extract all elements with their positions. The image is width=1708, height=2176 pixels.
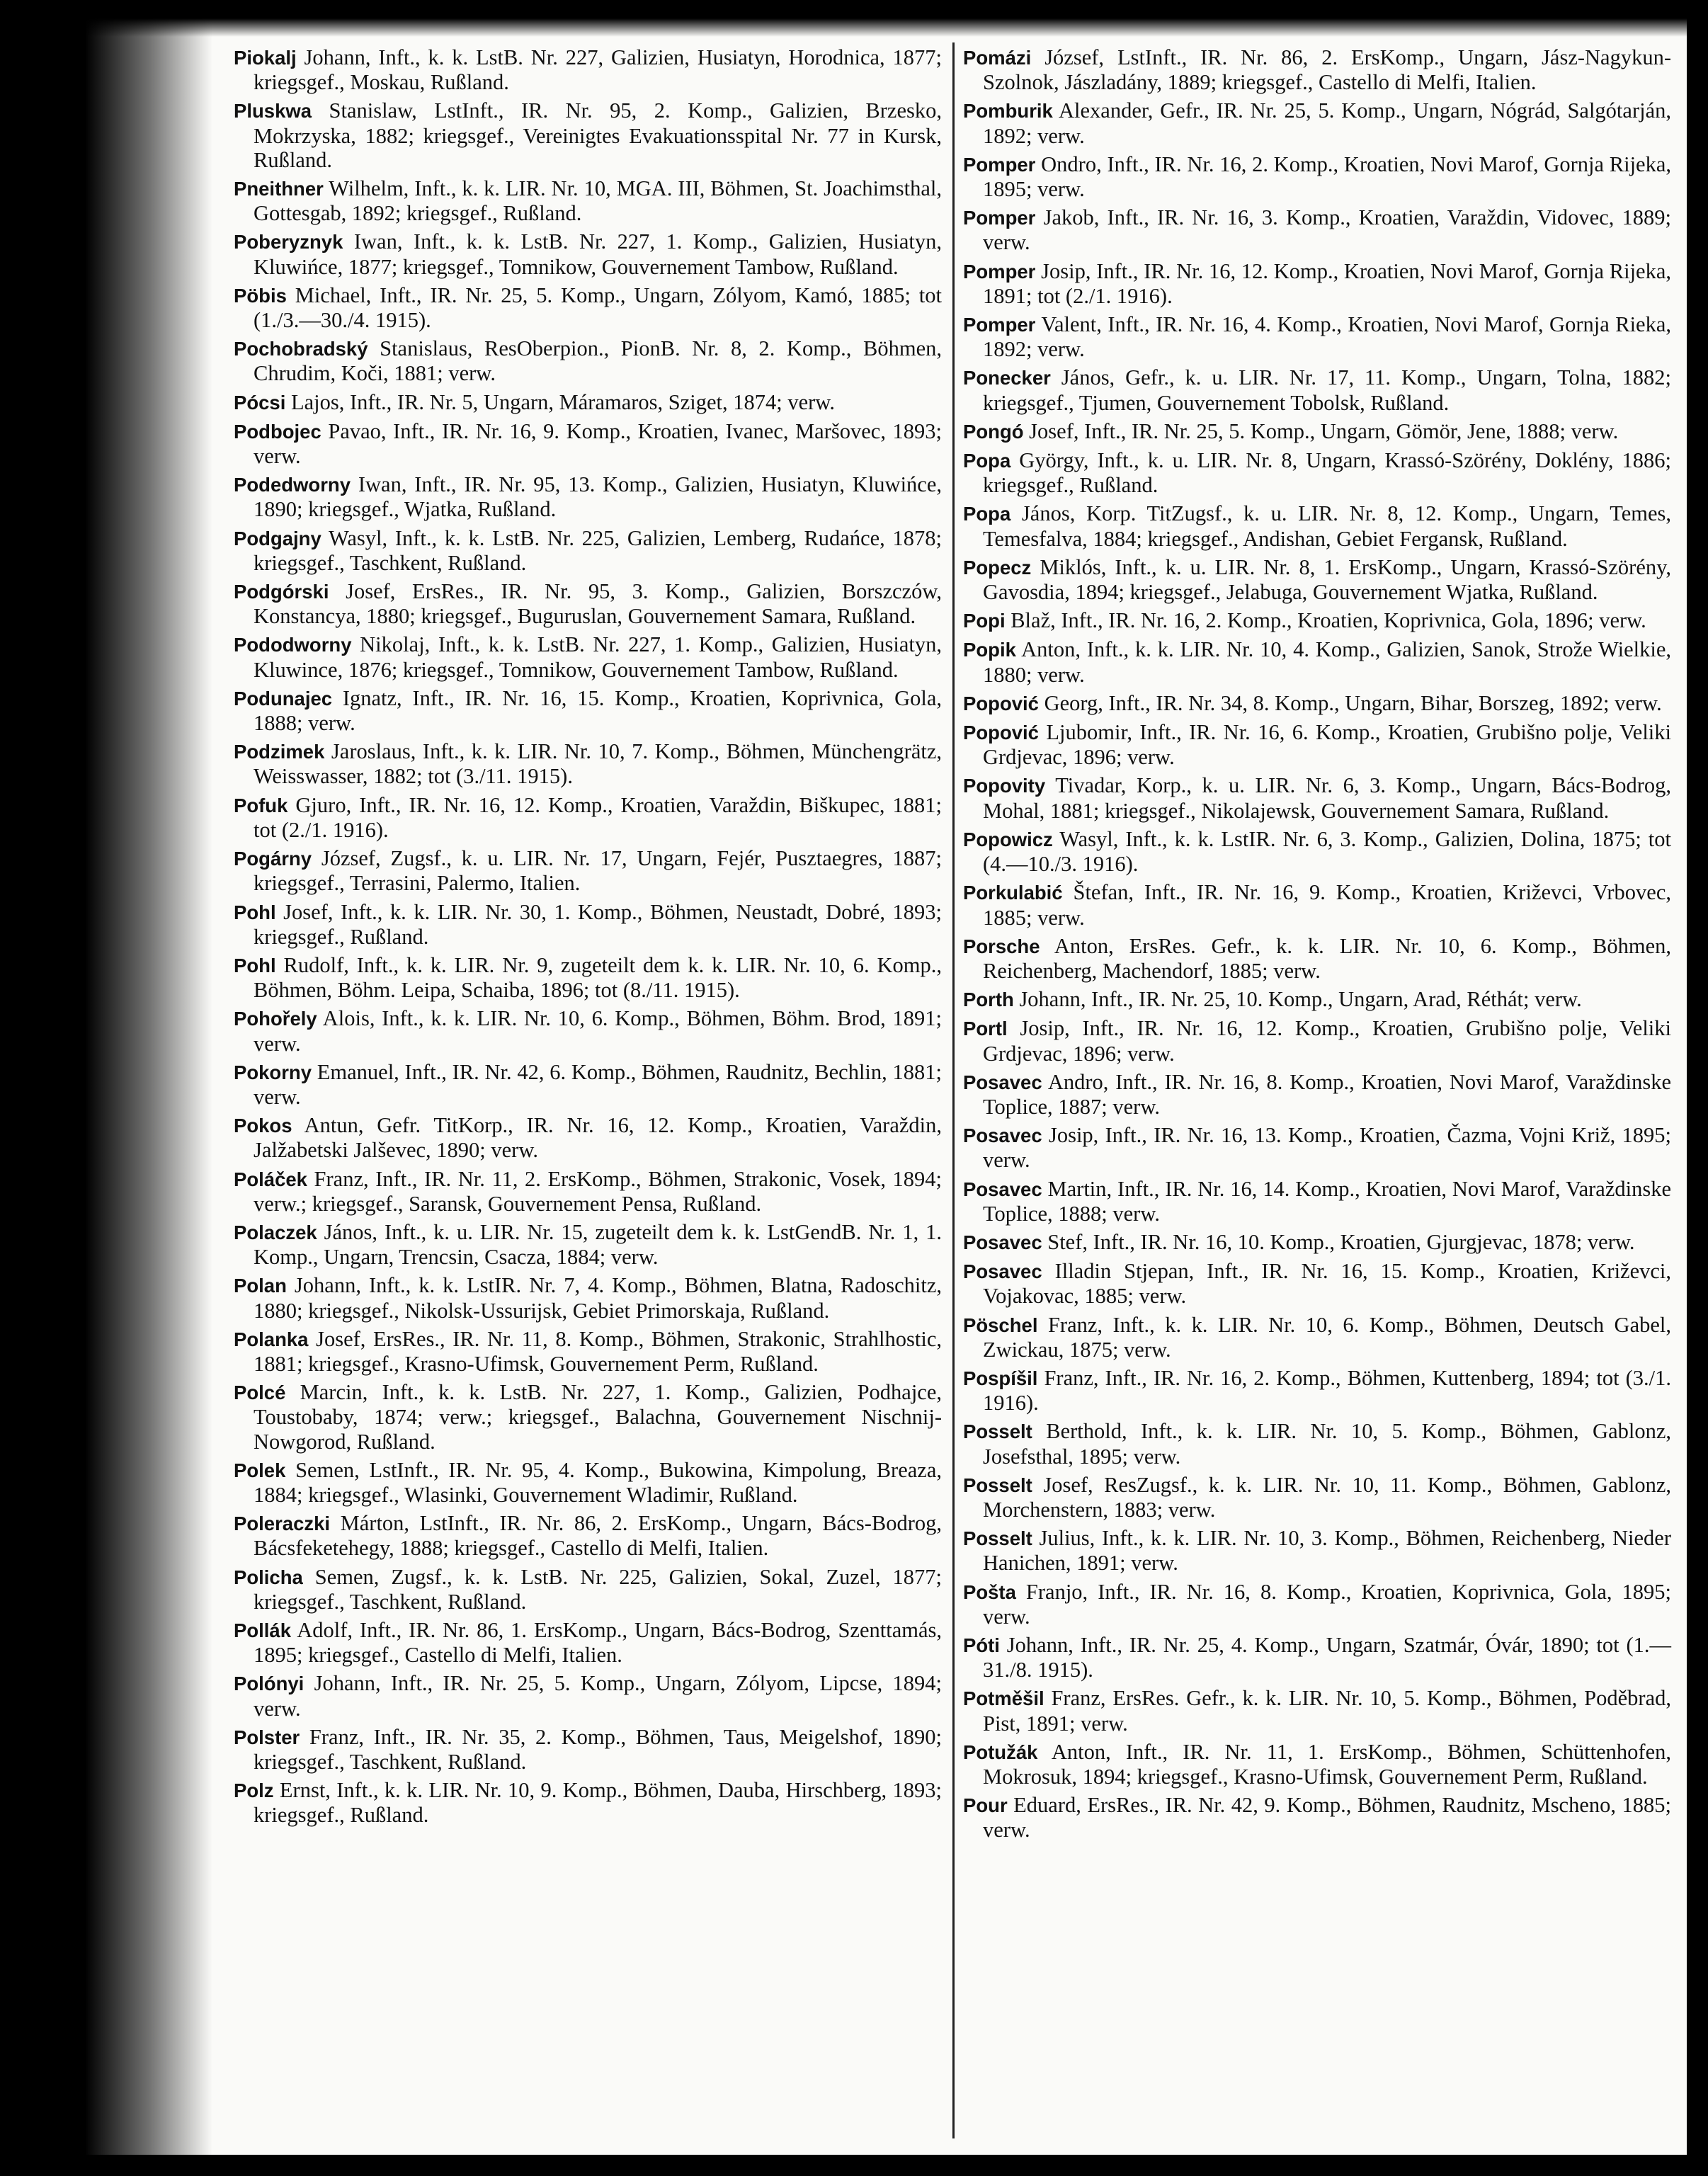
casualty-entry <box>234 472 942 521</box>
entry-details: Franjo, Inft., IR. Nr. 16, 8. Komp., Kroatien, Koprivnica, Gola, 1895; verw. <box>983 1579 1672 1629</box>
entry-surname: Policha <box>234 1566 303 1588</box>
casualty-entry <box>963 1177 1671 1226</box>
entry-surname: Popović <box>963 722 1039 744</box>
entry-details: Antun, Gefr. TitKorp., IR. Nr. 16, 12. Komp., Kroatien, Varaždin, Jalžabetski Jalševec, 1890; verw. <box>254 1113 942 1163</box>
scan-shadow-top <box>0 0 1708 37</box>
entry-surname: Pokorny <box>234 1061 312 1083</box>
entry-surname: Polan <box>234 1275 287 1297</box>
entry-surname: Pohl <box>234 954 276 976</box>
entry-surname: Podgórski <box>234 581 329 603</box>
entry-details: Johann, Inft., IR. Nr. 25, 4. Komp., Ungarn, Szatmár, Óvár, 1890; tot (1.—31./8. 1915). <box>983 1632 1671 1682</box>
casualty-entry <box>963 720 1671 769</box>
entry-surname: Pomper <box>963 260 1036 283</box>
entry-surname: Popovity <box>963 775 1046 797</box>
entry-surname: Polster <box>234 1726 300 1748</box>
entry-details: Johann, Inft., k. k. LstIR. Nr. 7, 4. Komp., Böhmen, Blatna, Radoschitz, 1880; kriegsgef., Nikolsk-Ussurijsk, Gebiet Primorskaja, Rußland. <box>254 1273 943 1323</box>
entry-surname: Poberyznyk <box>234 231 343 254</box>
entry-details: Georg, Inft., IR. Nr. 34, 8. Komp., Ungarn, Bihar, Borszeg, 1892; verw. <box>1044 690 1662 715</box>
casualty-entry <box>234 1220 942 1269</box>
entry-surname: Pokos <box>234 1115 292 1137</box>
casualty-entry <box>963 1123 1671 1172</box>
entry-details: Ondro, Inft., IR. Nr. 16, 2. Komp., Kroatien, Novi Marof, Gornja Rijeka, 1895; verw. <box>983 152 1671 202</box>
entry-surname: Pofuk <box>234 794 288 816</box>
entry-surname: Pomper <box>963 153 1036 176</box>
casualty-entry <box>234 739 942 788</box>
casualty-entry <box>963 1793 1671 1842</box>
column-divider <box>952 42 955 2138</box>
entry-surname: Pochobradský <box>234 338 368 360</box>
casualty-entry <box>963 45 1671 94</box>
entry-details: Ljubomir, Inft., IR. Nr. 16, 6. Komp., Kroatien, Grubišno polje, Veliki Grdjevac, 1896; verw. <box>983 720 1672 770</box>
entry-surname: Popi <box>963 610 1006 632</box>
entry-details: Iwan, Inft., k. k. LstB. Nr. 227, 1. Komp., Galizien, Husiatyn, Kluwińce, 1877; kriegsgef., Tomnikow, Gouvernement Tambow, Rußland. <box>254 229 943 279</box>
casualty-entry <box>963 934 1671 983</box>
entry-details: Illadin Stjepan, Inft., IR. Nr. 16, 15. Komp., Kroatien, Križevci, Vojakovac, 1885; verw. <box>983 1259 1672 1309</box>
entry-details: Alois, Inft., k. k. LIR. Nr. 10, 6. Komp., Böhmen, Böhm. Brod, 1891; verw. <box>254 1006 942 1056</box>
entry-surname: Pöschel <box>963 1314 1038 1336</box>
entry-surname: Popa <box>963 503 1011 525</box>
entry-surname: Posavec <box>963 1231 1042 1253</box>
casualty-entry <box>234 1458 942 1507</box>
entry-surname: Potměšil <box>963 1687 1044 1710</box>
entry-details: Semen, Zugsf., k. k. LstB. Nr. 225, Galizien, Sokal, Zuzel, 1877; kriegsgef., Taschkent, Rußland. <box>254 1564 943 1614</box>
entry-surname: Posselt <box>963 1527 1032 1550</box>
entry-details: Alexander, Gefr., IR. Nr. 25, 5. Komp., Ungarn, Nógrád, Salgótarján, 1892; verw. <box>983 98 1671 148</box>
entry-surname: Pollák <box>234 1619 292 1641</box>
casualty-entry <box>963 691 1671 716</box>
casualty-entry <box>963 419 1671 444</box>
entry-surname: Pomper <box>963 207 1036 229</box>
casualty-entry <box>963 827 1671 876</box>
entry-surname: Podzimek <box>234 741 325 763</box>
entry-surname: Polek <box>234 1459 286 1481</box>
casualty-entry <box>963 1473 1671 1522</box>
entry-surname: Ponecker <box>963 367 1051 389</box>
entry-surname: Pomburik <box>963 100 1053 123</box>
casualty-entry <box>234 1380 942 1454</box>
casualty-entry <box>963 1419 1671 1468</box>
casualty-entry <box>963 637 1671 686</box>
casualty-entry <box>963 501 1671 550</box>
casualty-entry <box>234 953 942 1002</box>
casualty-entry <box>963 448 1671 497</box>
casualty-entry <box>963 773 1671 822</box>
scan-border-bottom <box>0 2155 1708 2176</box>
casualty-entry <box>963 608 1671 633</box>
entry-surname: Popik <box>963 639 1016 661</box>
entry-details: Gjuro, Inft., IR. Nr. 16, 12. Komp., Kroatien, Varaždin, Biškupec, 1881; tot (2./1. 1916). <box>254 792 942 842</box>
casualty-entry <box>963 1366 1671 1415</box>
scan-border-right <box>1687 0 1708 2176</box>
entry-details: Michael, Inft., IR. Nr. 25, 5. Komp., Ungarn, Zólyom, Kamó, 1885; tot (1./3.—30./4. 1915). <box>254 283 942 333</box>
entry-surname: Posavec <box>963 1124 1042 1147</box>
casualty-entry <box>963 1070 1671 1119</box>
casualty-entry <box>963 1313 1671 1362</box>
entry-details: Andro, Inft., IR. Nr. 16, 8. Komp., Kroatien, Novi Marof, Varaždinske Toplice, 1887; verw. <box>983 1069 1672 1119</box>
entry-surname: Potužák <box>963 1741 1038 1763</box>
casualty-entry <box>234 1273 942 1322</box>
entry-surname: Podedworny <box>234 474 351 496</box>
entry-surname: Posselt <box>963 1420 1032 1443</box>
casualty-entry <box>234 229 942 278</box>
entry-details: Franz, Inft., IR. Nr. 11, 2. ErsKomp., Böhmen, Strakonic, Vosek, 1894; verw.; kriegsgef., Saransk, Gouvernement Pensa, Rußland. <box>254 1166 942 1216</box>
entry-surname: Pomázi <box>963 47 1032 69</box>
casualty-entry <box>963 312 1671 361</box>
entry-surname: Pohl <box>234 901 276 923</box>
entry-details: Wilhelm, Inft., k. k. LIR. Nr. 10, MGA. III, Böhmen, St. Joachimsthal, Gottesgab, 1892; kriegsgef., Rußland. <box>254 176 942 226</box>
entry-surname: Podunajec <box>234 687 333 710</box>
entry-details: Franz, Inft., IR. Nr. 35, 2. Komp., Böhmen, Taus, Meigelshof, 1890; kriegsgef., Taschkent, Rußland. <box>254 1724 943 1774</box>
entry-details: János, Gefr., k. u. LIR. Nr. 17, 11. Komp., Ungarn, Tolna, 1882; kriegsgef., Tjumen, Gouvernement Tobolsk, Rußland. <box>983 365 1672 415</box>
casualty-entry <box>963 1580 1671 1629</box>
entry-details: Anton, ErsRes. Gefr., k. k. LIR. Nr. 10, 6. Komp., Böhmen, Reichenberg, Machendorf, 1885; verw. <box>983 933 1671 983</box>
entry-surname: Posavec <box>963 1178 1042 1200</box>
entry-details: Ignatz, Inft., IR. Nr. 16, 15. Komp., Kroatien, Koprivnica, Gola, 1888; verw. <box>254 685 942 736</box>
entry-surname: Posavec <box>963 1071 1042 1093</box>
casualty-entry <box>234 846 942 895</box>
left-column <box>234 45 942 1832</box>
casualty-entry <box>963 555 1671 604</box>
entry-details: Iwan, Inft., IR. Nr. 95, 13. Komp., Galizien, Husiatyn, Kluwińce, 1890; kriegsgef., Wjatka, Rußland. <box>254 472 942 522</box>
casualty-entry <box>963 98 1671 147</box>
entry-details: József, LstInft., IR. Nr. 86, 2. ErsKomp., Ungarn, Jász-Nagykun-Szolnok, Jászladány, 1889; kriegsgef., Castello di Melfi, Italien. <box>983 45 1671 95</box>
casualty-entry <box>234 176 942 225</box>
casualty-entry <box>963 1740 1671 1789</box>
entry-surname: Pócsi <box>234 391 286 414</box>
casualty-entry <box>234 1778 942 1827</box>
casualty-entry <box>234 526 942 575</box>
entry-surname: Porth <box>963 989 1014 1011</box>
casualty-entry <box>234 1511 942 1560</box>
entry-details: János, Inft., k. u. LIR. Nr. 15, zugeteilt dem k. k. LstGendB. Nr. 1, 1. Komp., Ungarn, Trencsin, Csacza, 1884; verw. <box>254 1219 943 1270</box>
entry-details: György, Inft., k. u. LIR. Nr. 8, Ungarn, Krassó-Szörény, Doklény, 1886; kriegsgef., Rußland. <box>983 448 1671 498</box>
entry-surname: Pomper <box>963 314 1036 336</box>
casualty-entry <box>234 1006 942 1055</box>
casualty-entry <box>963 205 1671 254</box>
entry-surname: Portl <box>963 1018 1008 1040</box>
entry-details: Josip, Inft., IR. Nr. 16, 13. Komp., Kroatien, Čazma, Vojni Križ, 1895; verw. <box>983 1123 1672 1173</box>
entry-surname: Polanka <box>234 1328 309 1350</box>
entry-details: Wasyl, Inft., k. k. LstB. Nr. 225, Galizien, Lemberg, Rudańce, 1878; kriegsgef., Taschkent, Rußland. <box>254 525 943 575</box>
entry-details: Julius, Inft., k. k. LIR. Nr. 10, 3. Komp., Böhmen, Reichenberg, Nieder Hanichen, 1891; verw. <box>983 1526 1672 1576</box>
entry-surname: Podgajny <box>234 527 321 549</box>
entry-details: Rudolf, Inft., k. k. LIR. Nr. 9, zugeteilt dem k. k. LIR. Nr. 10, 6. Komp., Böhmen, Böhm. Leipa, Schaiba, 1896; tot (8./11. 1915). <box>254 952 943 1003</box>
casualty-entry <box>963 365 1671 414</box>
entry-details: Johann, Inft., IR. Nr. 25, 10. Komp., Ungarn, Arad, Réthát; verw. <box>1019 987 1582 1012</box>
entry-details: Johann, Inft., k. k. LstB. Nr. 227, Galizien, Husiatyn, Horodnica, 1877; kriegsgef., Moskau, Rußland. <box>254 45 942 95</box>
entry-details: Eduard, ErsRes., IR. Nr. 42, 9. Komp., Böhmen, Raudnitz, Mscheno, 1885; verw. <box>983 1793 1671 1842</box>
entry-details: Johann, Inft., IR. Nr. 25, 5. Komp., Ungarn, Zólyom, Lipcse, 1894; verw. <box>254 1671 942 1721</box>
entry-surname: Pneithner <box>234 178 324 200</box>
casualty-entry <box>963 1016 1671 1065</box>
entry-details: Franz, Inft., IR. Nr. 16, 2. Komp., Böhmen, Kuttenberg, 1894; tot (3./1. 1916). <box>983 1365 1672 1415</box>
casualty-entry <box>234 419 942 468</box>
entry-details: Emanuel, Inft., IR. Nr. 42, 6. Komp., Böhmen, Raudnitz, Bechlin, 1881; verw. <box>254 1059 942 1109</box>
casualty-entry <box>234 283 942 332</box>
entry-details: Lajos, Inft., IR. Nr. 5, Ungarn, Máramaros, Sziget, 1874; verw. <box>291 389 835 414</box>
casualty-entry <box>234 1671 942 1720</box>
entry-details: Franz, ErsRes. Gefr., k. k. LIR. Nr. 10, 5. Komp., Böhmen, Poděbrad, Pist, 1891; verw. <box>983 1686 1671 1736</box>
entry-details: Semen, LstInft., IR. Nr. 95, 4. Komp., Bukowina, Kimpolung, Breaza, 1884; kriegsgef., Wlasinki, Gouvernement Wladimir, Rußland. <box>254 1457 942 1507</box>
casualty-entry <box>963 152 1671 201</box>
entry-surname: Póti <box>963 1634 1000 1656</box>
casualty-entry <box>963 1259 1671 1308</box>
entry-surname: Podbojec <box>234 420 321 443</box>
casualty-entry <box>234 98 942 172</box>
casualty-entry <box>234 900 942 949</box>
entry-details: János, Korp. TitZugsf., k. u. LIR. Nr. 8, 12. Komp., Ungarn, Temes, Temesfalva, 1884; kriegsgef., Andishan, Gebiet Fergansk, Rußland. <box>983 501 1671 551</box>
casualty-entry <box>963 1633 1671 1682</box>
entry-surname: Popecz <box>963 556 1032 579</box>
entry-surname: Posavec <box>963 1260 1042 1283</box>
entry-surname: Popović <box>963 692 1039 714</box>
entry-surname: Popa <box>963 450 1011 472</box>
entry-details: Josef, ErsRes., IR. Nr. 95, 3. Komp., Galizien, Borszczów, Konstancya, 1880; kriegsgef., Buguruslan, Gouvernement Samara, Rußland. <box>254 579 942 629</box>
entry-details: Martin, Inft., IR. Nr. 16, 14. Komp., Kroatien, Novi Marof, Varaždinske Toplice, 1888; verw. <box>983 1176 1672 1226</box>
entry-surname: Pongó <box>963 420 1024 443</box>
entry-details: Anton, Inft., IR. Nr. 11, 1. ErsKomp., Böhmen, Schüttenhofen, Mokrosuk, 1894; kriegsgef., Krasno-Ufimsk, Gouvernement Perm, Rußland. <box>983 1739 1671 1789</box>
casualty-entry <box>234 1565 942 1614</box>
casualty-entry <box>234 579 942 628</box>
casualty-entry <box>234 1618 942 1667</box>
entry-surname: Polz <box>234 1779 274 1802</box>
entry-surname: Polónyi <box>234 1673 304 1695</box>
entry-details: Josip, Inft., IR. Nr. 16, 12. Komp., Kroatien, Grubišno polje, Veliki Grdjevac, 1896; verw. <box>983 1016 1672 1066</box>
entry-details: Pavao, Inft., IR. Nr. 16, 9. Komp., Kroatien, Ivanec, Maršovec, 1893; verw. <box>254 418 943 469</box>
casualty-entry <box>234 390 942 415</box>
casualty-entry <box>234 793 942 842</box>
casualty-entry <box>234 686 942 735</box>
casualty-entry <box>963 880 1671 929</box>
entry-details: Nikolaj, Inft., k. k. LstB. Nr. 227, 1. Komp., Galizien, Husiatyn, Kluwince, 1876; kriegsgef., Tomnikow, Gouvernement Tambow, Rußland. <box>254 632 943 682</box>
entry-surname: Polcé <box>234 1382 286 1404</box>
entry-details: Franz, Inft., k. k. LIR. Nr. 10, 6. Komp., Böhmen, Deutsch Gabel, Zwickau, 1875; verw. <box>983 1312 1671 1362</box>
casualty-entry <box>234 336 942 385</box>
entry-surname: Pododworny <box>234 634 352 656</box>
entry-surname: Porkulabić <box>963 882 1063 904</box>
casualty-entry <box>963 987 1671 1012</box>
entry-surname: Poláček <box>234 1168 307 1190</box>
entry-details: Valent, Inft., IR. Nr. 16, 4. Komp., Kroatien, Novi Marof, Gornja Rieka, 1892; verw. <box>983 312 1672 362</box>
entry-details: Josip, Inft., IR. Nr. 16, 12. Komp., Kroatien, Novi Marof, Gornja Rijeka, 1891; tot (2./1. 1916). <box>983 258 1671 308</box>
entry-details: Josef, Inft., k. k. LIR. Nr. 30, 1. Komp., Böhmen, Neustadt, Dobré, 1893; kriegsgef., Rußland. <box>254 899 943 949</box>
entry-surname: Porsche <box>963 935 1040 957</box>
casualty-entry <box>234 1167 942 1216</box>
casualty-entry <box>963 259 1671 308</box>
right-column <box>963 45 1671 1847</box>
casualty-entry <box>963 1686 1671 1735</box>
entry-surname: Posselt <box>963 1474 1032 1496</box>
casualty-entry <box>963 1230 1671 1255</box>
casualty-entry <box>963 1526 1671 1575</box>
entry-details: Ernst, Inft., k. k. LIR. Nr. 10, 9. Komp., Böhmen, Dauba, Hirschberg, 1893; kriegsgef., Rußland. <box>254 1778 943 1828</box>
entry-surname: Pour <box>963 1794 1008 1817</box>
entry-details: Stanislaw, LstInft., IR. Nr. 95, 2. Komp., Galizien, Brzesko, Mokrzyska, 1882; kriegsgef., Vereinigtes Evakuationsspital Nr. 77 in Kursk, Rußland. <box>254 98 943 172</box>
casualty-entry <box>234 1113 942 1162</box>
entry-details: Stanislaus, ResOberpion., PionB. Nr. 8, 2. Komp., Böhmen, Chrudim, Koči, 1881; verw. <box>254 336 943 386</box>
entry-details: Jaroslaus, Inft., k. k. LIR. Nr. 10, 7. Komp., Böhmen, Münchengrätz, Weisswasser, 1882; tot (3./11. 1915). <box>254 739 942 789</box>
entry-details: Josef, Inft., IR. Nr. 25, 5. Komp., Ungarn, Gömör, Jene, 1888; verw. <box>1029 418 1619 443</box>
entry-details: Berthold, Inft., k. k. LIR. Nr. 10, 5. Komp., Böhmen, Gablonz, Josefsthal, 1895; verw. <box>983 1419 1671 1469</box>
entry-surname: Poleraczki <box>234 1513 331 1535</box>
entry-surname: Polaczek <box>234 1221 317 1243</box>
entry-details: Márton, LstInft., IR. Nr. 86, 2. ErsKomp., Ungarn, Bács-Bodrog, Bácsfeketehegy, 1888; kriegsgef., Castello di Melfi, Italien. <box>254 1511 942 1561</box>
entry-surname: Pöbis <box>234 284 287 307</box>
entry-details: Josef, ResZugsf., k. k. LIR. Nr. 10, 11. Komp., Böhmen, Gablonz, Morchenstern, 1883; verw. <box>983 1472 1672 1522</box>
entry-details: József, Zugsf., k. u. LIR. Nr. 17, Ungarn, Fejér, Pusztaegres, 1887; kriegsgef., Terrasini, Palermo, Italien. <box>254 846 942 896</box>
entry-details: Wasyl, Inft., k. k. LstIR. Nr. 6, 3. Komp., Galizien, Dolina, 1875; tot (4.—10./3. 1916). <box>983 826 1672 877</box>
casualty-entry <box>234 45 942 94</box>
entry-surname: Pogárny <box>234 848 312 870</box>
entry-details: Anton, Inft., k. k. LIR. Nr. 10, 4. Komp., Galizien, Sanok, Strože Wielkie, 1880; verw. <box>983 637 1671 687</box>
casualty-entry <box>234 1327 942 1376</box>
entry-details: Štefan, Inft., IR. Nr. 16, 9. Komp., Kroatien, Križevci, Vrbovec, 1885; verw. <box>983 880 1672 930</box>
casualty-entry <box>234 1725 942 1774</box>
entry-surname: Piokalj <box>234 47 297 69</box>
casualty-entry <box>234 1060 942 1109</box>
entry-details: Blaž, Inft., IR. Nr. 16, 2. Komp., Kroatien, Koprivnica, Gola, 1896; verw. <box>1010 608 1646 633</box>
entry-details: Adolf, Inft., IR. Nr. 86, 1. ErsKomp., Ungarn, Bács-Bodrog, Szenttamás, 1895; kriegsgef., Castello di Melfi, Italien. <box>254 1617 942 1668</box>
entry-surname: Pošta <box>963 1580 1016 1603</box>
scan-shadow-left <box>0 0 212 2176</box>
entry-surname: Pohořely <box>234 1008 317 1030</box>
entry-details: Jakob, Inft., IR. Nr. 16, 3. Komp., Kroatien, Varaždin, Vidovec, 1889; verw. <box>983 205 1672 255</box>
entry-details: Stef, Inft., IR. Nr. 16, 10. Komp., Kroatien, Gjurgjevac, 1878; verw. <box>1047 1229 1635 1254</box>
casualty-entry <box>234 632 942 681</box>
entry-details: Tivadar, Korp., k. u. LIR. Nr. 6, 3. Komp., Ungarn, Bács-Bodrog, Mohal, 1881; kriegsgef., Nikolajewsk, Gouvernement Samara, Rußland. <box>983 773 1671 823</box>
entry-details: Miklós, Inft., k. u. LIR. Nr. 8, 1. ErsKomp., Ungarn, Krassó-Szörény, Gavosdia, 1894; kriegsgef., Jelabuga, Gouvernement Wjatka, Rußland. <box>983 554 1672 605</box>
entry-surname: Pluskwa <box>234 100 312 123</box>
entry-surname: Pospíšil <box>963 1367 1038 1389</box>
entry-details: Marcin, Inft., k. k. LstB. Nr. 227, 1. Komp., Galizien, Podhajce, Toustobaby, 1874; verw.; kriegsgef., Balachna, Gouvernement Nischnij-Nowgorod, Rußland. <box>254 1380 942 1454</box>
entry-surname: Popowicz <box>963 828 1053 850</box>
entry-details: Josef, ErsRes., IR. Nr. 11, 8. Komp., Böhmen, Strakonic, Strahlhostic, 1881; kriegsgef., Krasno-Ufimsk, Gouvernement Perm, Rußland. <box>254 1326 943 1376</box>
